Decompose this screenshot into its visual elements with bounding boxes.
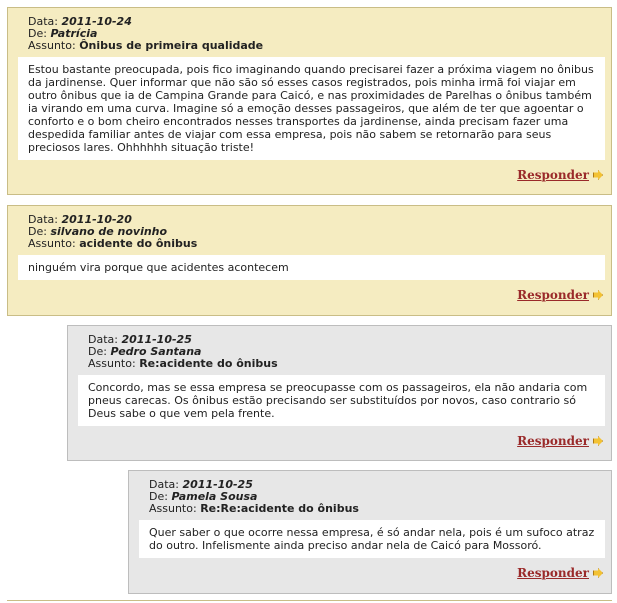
comment-subject: acidente do ônibus (79, 237, 198, 250)
comment-date: 2011-10-25 (121, 333, 192, 346)
reply-link[interactable]: Responder (517, 168, 589, 182)
comment-date: 2011-10-20 (61, 213, 132, 226)
reply-row (8, 168, 611, 182)
comment-meta (8, 8, 611, 52)
comment-date: 2011-10-24 (61, 15, 132, 28)
arrow-right-icon[interactable] (593, 170, 603, 180)
comment-meta (129, 471, 611, 515)
author-label: De: (28, 27, 47, 40)
comment-meta (8, 206, 611, 250)
subject-label: Assunto: (149, 502, 197, 515)
subject-label: Assunto: (28, 237, 76, 250)
comment-author: silvano de novinho (50, 225, 168, 238)
author-label: De: (88, 345, 107, 358)
comment-subject: Re:acidente do ônibus (139, 357, 278, 370)
comment-card (7, 7, 612, 195)
divider (7, 600, 612, 601)
reply-row (68, 434, 611, 448)
author-label: De: (149, 490, 168, 503)
comment-author: Patrícia (50, 27, 98, 40)
arrow-right-icon[interactable] (593, 568, 603, 578)
subject-label: Assunto: (28, 39, 76, 52)
arrow-right-icon[interactable] (593, 436, 603, 446)
comment-body: Quer saber o que ocorre nessa empresa, é só andar nela, pois é um sufoco atraz do outro. Infelismente ainda preciso andar nela de Caicó para Mossoró. (139, 520, 605, 558)
date-label: Data: (28, 15, 58, 28)
reply-link[interactable]: Responder (517, 434, 589, 448)
reply-row (8, 288, 611, 302)
comment-meta (68, 326, 611, 370)
comment-body: Estou bastante preocupada, pois fico imaginando quando precisarei fazer a próxima viagem no ônibus da jardinense. Quer informar que não são só esses casos registrados, pois minha irmã foi viajar em outro ônibus que ia de Campina Grande para Caicó, e nas proximidades de Parelhas o ônibus também ia virando em uma curva. Imagine só a emoção desses passageiros, que além de ter que agoentar o conforto e o bom cheiro encontrados nesses transportes da jardinense, ainda precisam fazer uma despedida familiar antes de viajar com essa empresa, pois não sabem se retornarão para seus preciosos lares. Ohhhhhh situação triste! (18, 57, 605, 160)
date-label: Data: (88, 333, 118, 346)
date-label: Data: (28, 213, 58, 226)
comment-card (67, 325, 612, 461)
reply-row (129, 566, 611, 580)
author-label: De: (28, 225, 47, 238)
reply-link[interactable]: Responder (517, 288, 589, 302)
arrow-right-icon[interactable] (593, 290, 603, 300)
comment-date: 2011-10-25 (182, 478, 253, 491)
subject-label: Assunto: (88, 357, 136, 370)
comment-body: Concordo, mas se essa empresa se preocupasse com os passageiros, ela não andaria com pneus carecas. Os ônibus estão precisando ser substituídos por novos, caso contrario só Deus sabe o que vem pela frente. (78, 375, 605, 426)
comment-subject: Re:Re:acidente do ônibus (200, 502, 359, 515)
comment-author: Pedro Santana (110, 345, 202, 358)
comment-author: Pamela Sousa (171, 490, 258, 503)
date-label: Data: (149, 478, 179, 491)
comment-card (7, 205, 612, 316)
comment-subject: Ônibus de primeira qualidade (79, 39, 264, 52)
comment-body: ninguém vira porque que acidentes acontecem (18, 255, 605, 280)
comment-card (128, 470, 612, 594)
reply-link[interactable]: Responder (517, 566, 589, 580)
